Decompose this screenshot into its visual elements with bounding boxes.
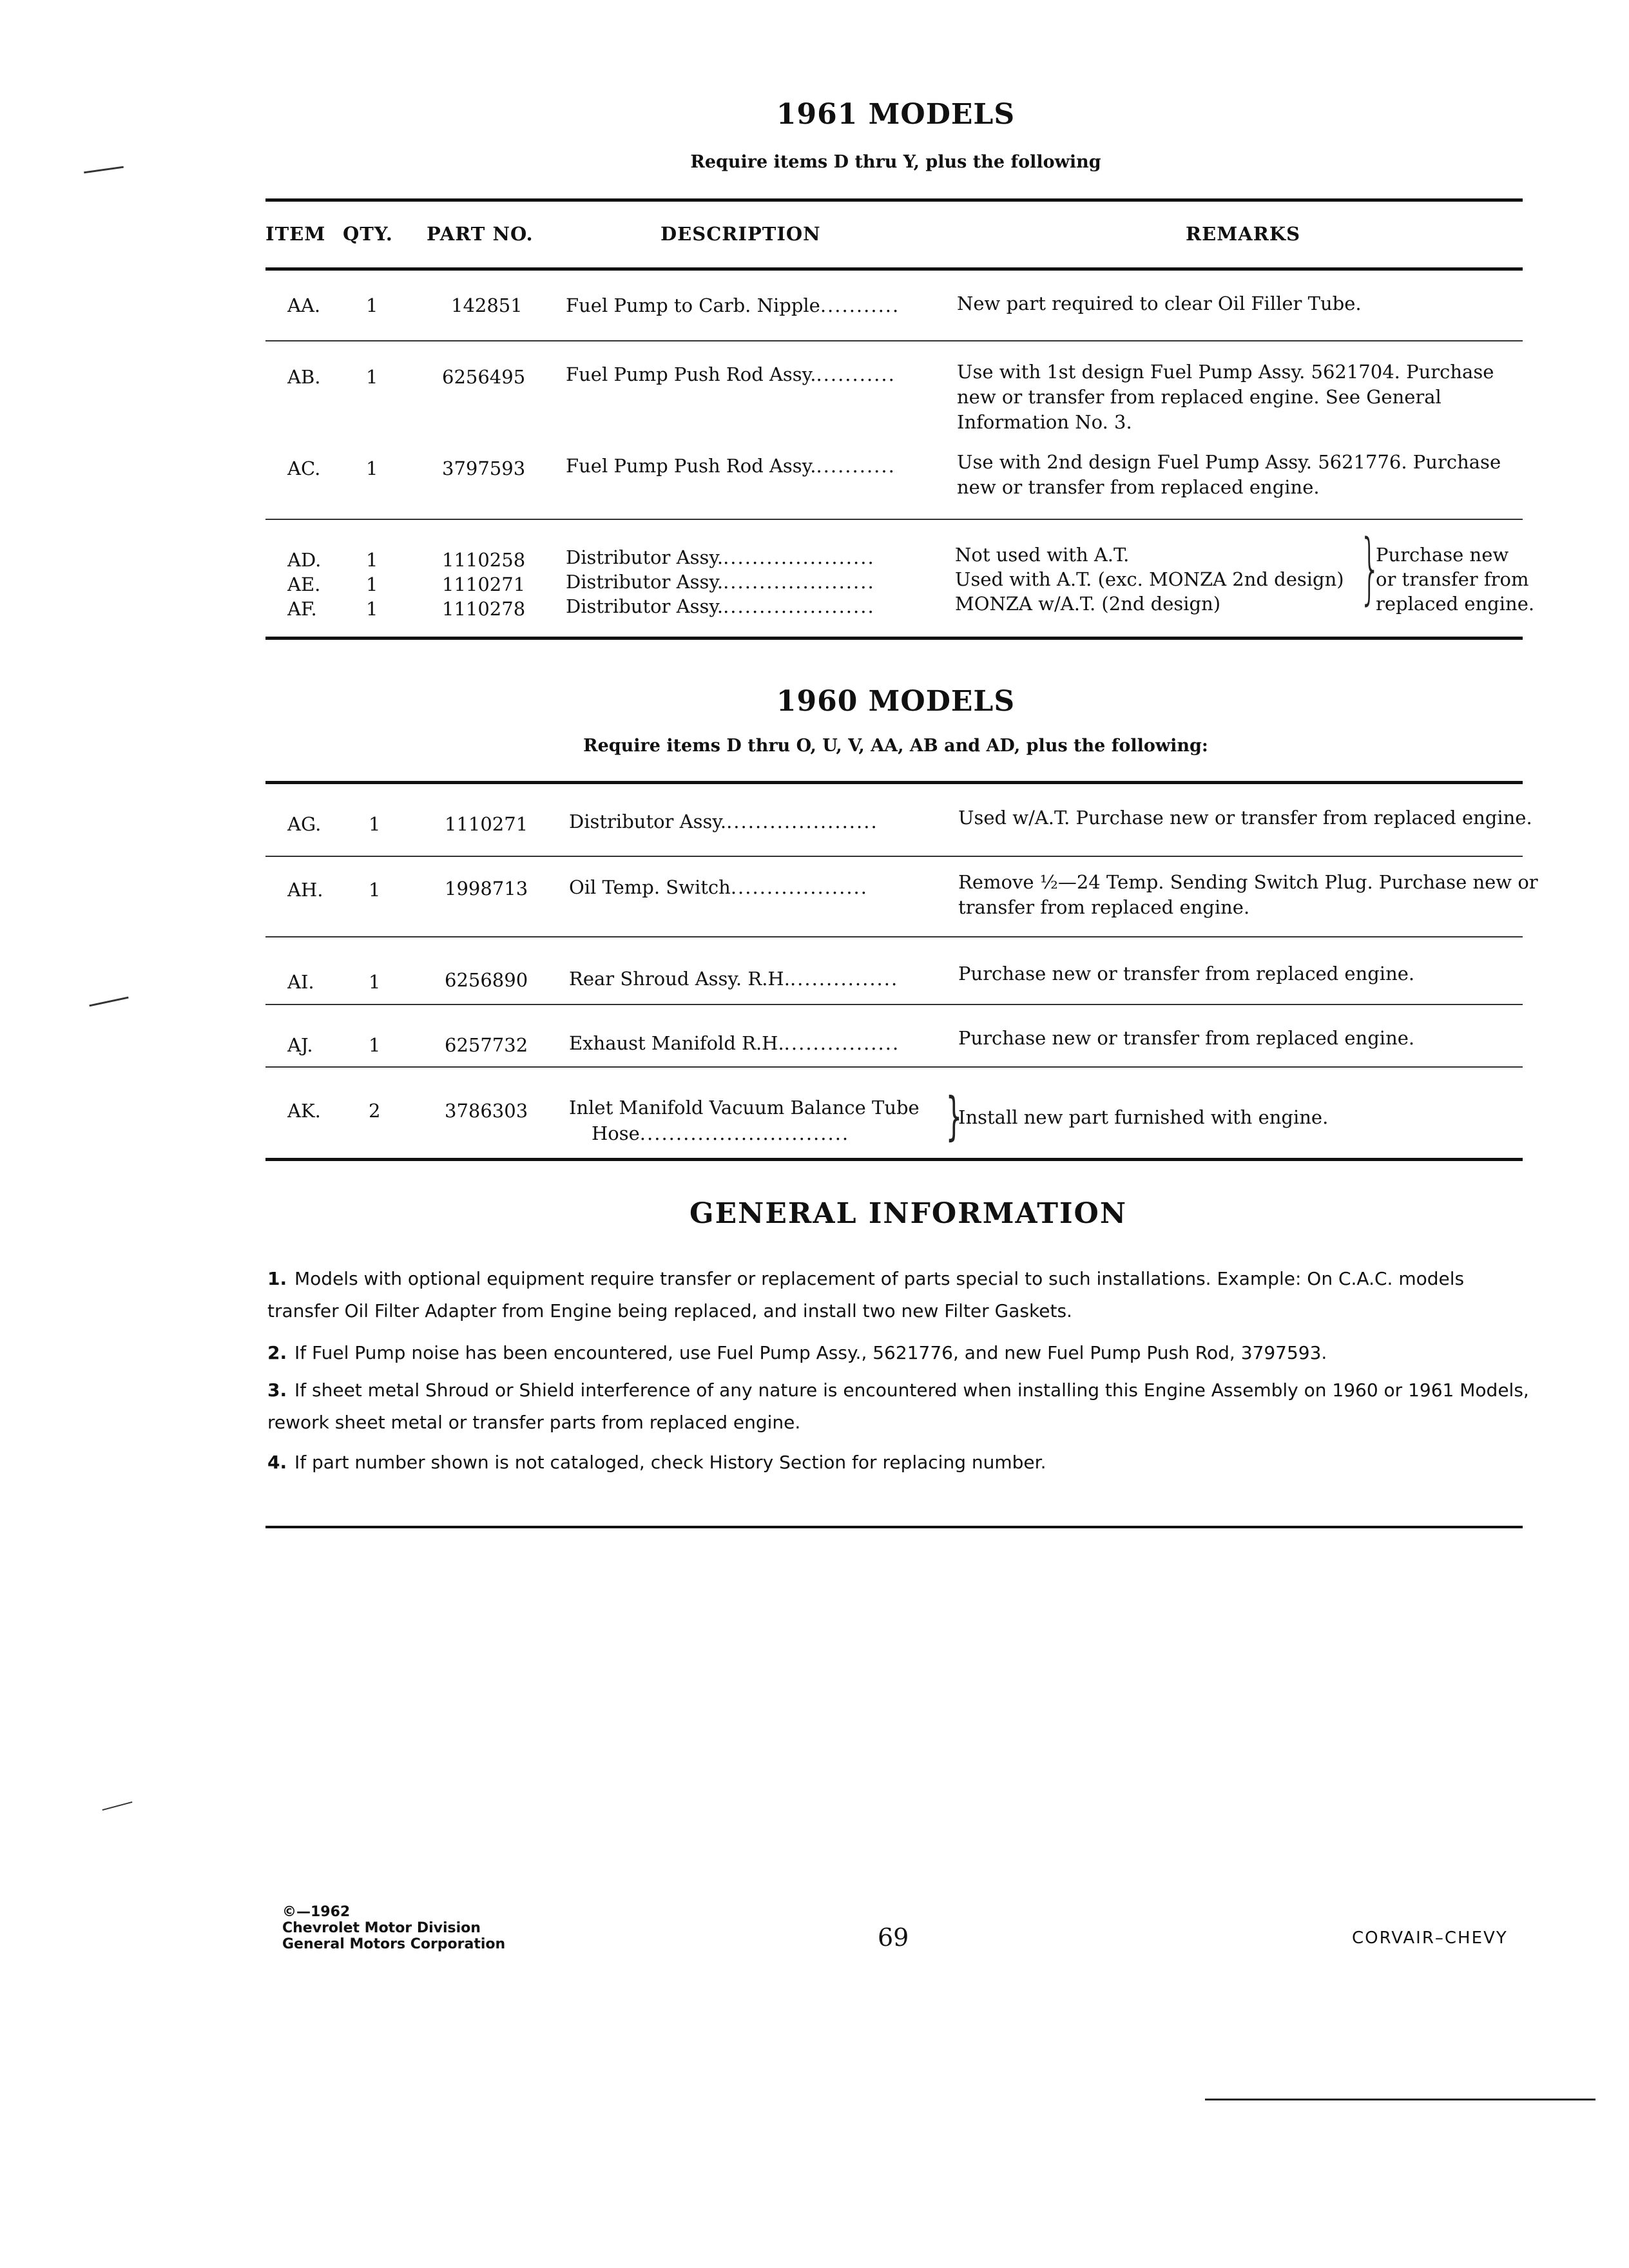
part-number: 3797593	[442, 457, 526, 479]
margin-mark	[89, 997, 128, 1007]
general-information-title: GENERAL INFORMATION	[689, 1197, 1128, 1230]
description: Rear Shroud Assy. R.H................	[569, 968, 899, 990]
part-number: 142851	[451, 294, 523, 316]
part-number: 1998713	[445, 878, 528, 899]
section-1961-title: 1961 MODELS	[776, 98, 1016, 131]
description: Distributor Assy......................	[566, 546, 875, 568]
general-information-item	[267, 1263, 1530, 1327]
item-code: AF.	[287, 598, 317, 620]
col-header-description: DESCRIPTION	[660, 223, 821, 245]
item-number: 1.	[267, 1268, 287, 1289]
item-number: 3.	[267, 1379, 287, 1401]
qty: 2	[369, 1100, 381, 1122]
remarks: Not used with A.T.	[955, 544, 1130, 566]
qty: 1	[366, 573, 378, 595]
group-remark-line: Purchase new	[1376, 544, 1509, 566]
qty: 1	[369, 971, 381, 993]
section-1960-subtitle: Require items D thru O, U, V, AA, AB and AD, plus the following:	[583, 736, 1208, 756]
brace-icon: }	[945, 1086, 963, 1146]
item-text: If sheet metal Shroud or Shield interference of any nature is encountered when installing this Engine Assembly on 1960 or 1961 Models, rework sheet metal or transfer parts from replaced engine.	[267, 1379, 1529, 1433]
part-number: 3786303	[445, 1100, 528, 1122]
item-code: AI.	[287, 971, 314, 993]
copyright-line: ©—1962	[282, 1904, 351, 1920]
page-number: 69	[878, 1923, 909, 1952]
remarks: Purchase new or transfer from replaced engine.	[958, 1027, 1415, 1049]
qty: 1	[366, 457, 378, 479]
item-code: AA.	[287, 294, 321, 316]
remarks: Remove ½—24 Temp. Sending Switch Plug. Purchase new or transfer from replaced engine.	[958, 871, 1538, 918]
general-information-item	[267, 1446, 1530, 1479]
description: Inlet Manifold Vacuum Balance Tube	[569, 1097, 920, 1119]
item-code: AG.	[287, 813, 322, 835]
row-rule	[265, 1066, 1523, 1068]
description: Exhaust Manifold R.H.................	[569, 1032, 900, 1054]
book-title: CORVAIR–CHEVY	[1352, 1928, 1508, 1948]
remarks: MONZA w/A.T. (2nd design)	[955, 593, 1221, 615]
description: Fuel Pump to Carb. Nipple...........	[566, 294, 900, 316]
part-number: 1110278	[442, 598, 526, 620]
description: Distributor Assy......................	[566, 571, 875, 593]
qty: 1	[366, 549, 378, 571]
qty: 1	[366, 366, 378, 388]
col-header-remarks: REMARKS	[1186, 223, 1301, 245]
part-number: 6256495	[442, 366, 526, 388]
row-rule	[265, 519, 1523, 520]
item-code: AD.	[287, 549, 322, 571]
general-information-item	[267, 1374, 1530, 1439]
section-1961-subtitle: Require items D thru Y, plus the following	[690, 152, 1101, 172]
section-end-rule	[265, 1526, 1523, 1528]
copyright-line: Chevrolet Motor Division	[282, 1920, 481, 1936]
part-number: 1110258	[442, 549, 526, 571]
item-code: AC.	[287, 457, 321, 479]
header-rule	[265, 267, 1523, 271]
table-top-rule	[265, 198, 1523, 202]
item-code: AK.	[287, 1100, 321, 1122]
item-text: Models with optional equipment require transfer or replacement of parts special to such installations. Example: On C.A.C. models transfer Oil Filter Adapter from Engine being replaced, and install two new Filter Gaskets.	[267, 1268, 1465, 1321]
item-number: 2.	[267, 1342, 287, 1363]
section-1960-title: 1960 MODELS	[776, 685, 1016, 718]
qty: 1	[366, 598, 378, 620]
col-header-item: ITEM	[265, 223, 326, 245]
table-bottom-rule	[265, 1158, 1523, 1161]
qty: 1	[369, 879, 381, 901]
item-text: If part number shown is not cataloged, check History Section for replacing number.	[294, 1452, 1046, 1473]
row-rule	[265, 936, 1523, 937]
qty: 1	[366, 294, 378, 316]
description: Distributor Assy......................	[569, 811, 878, 832]
description: Distributor Assy......................	[566, 595, 875, 617]
remarks: Purchase new or transfer from replaced engine.	[958, 963, 1415, 985]
group-remark-line: replaced engine.	[1376, 593, 1535, 615]
item-number: 4.	[267, 1452, 287, 1473]
qty: 1	[369, 813, 381, 835]
table-top-rule	[265, 781, 1523, 784]
item-text: If Fuel Pump noise has been encountered, use Fuel Pump Assy., 5621776, and new Fuel Pump Push Rod, 3797593.	[294, 1342, 1327, 1363]
row-rule	[265, 1004, 1523, 1005]
remarks: Used w/A.T. Purchase new or transfer from replaced engine.	[958, 807, 1532, 829]
item-code: AB.	[287, 366, 321, 388]
copyright-block	[282, 1904, 505, 1952]
part-number: 1110271	[442, 573, 526, 595]
remarks: Use with 1st design Fuel Pump Assy. 5621704. Purchase new or transfer from replaced engine. See General Information No. 3.	[957, 361, 1494, 433]
row-rule	[265, 340, 1523, 341]
item-code: AH.	[287, 879, 323, 901]
row-rule	[265, 856, 1523, 857]
qty: 1	[369, 1034, 381, 1056]
col-header-qty: QTY.	[343, 223, 393, 245]
group-remark-line: or transfer from	[1376, 568, 1529, 590]
col-header-part-no: PART NO.	[427, 223, 534, 245]
description: Fuel Pump Push Rod Assy............	[566, 455, 896, 477]
brace-icon: }	[1358, 524, 1382, 613]
general-information-item	[267, 1337, 1530, 1369]
margin-mark	[102, 1802, 133, 1811]
margin-mark	[84, 166, 124, 174]
item-code: AE.	[287, 573, 321, 595]
remarks: Install new part furnished with engine.	[958, 1106, 1329, 1128]
description: Fuel Pump Push Rod Assy............	[566, 363, 896, 385]
remarks: Use with 2nd design Fuel Pump Assy. 5621776. Purchase new or transfer from replaced engine.	[957, 451, 1501, 498]
part-number: 6256890	[445, 969, 528, 991]
table-bottom-rule	[265, 637, 1523, 640]
part-number: 6257732	[445, 1034, 528, 1056]
remarks: New part required to clear Oil Filler Tube.	[957, 293, 1362, 314]
description: Oil Temp. Switch...................	[569, 876, 868, 898]
copyright-line: General Motors Corporation	[282, 1936, 506, 1952]
part-number: 1110271	[445, 813, 528, 835]
remarks: Used with A.T. (exc. MONZA 2nd design)	[955, 568, 1344, 590]
description-continued: Hose.............................	[592, 1122, 850, 1144]
item-code: AJ.	[287, 1034, 313, 1056]
page-edge-rule	[1205, 2099, 1595, 2100]
